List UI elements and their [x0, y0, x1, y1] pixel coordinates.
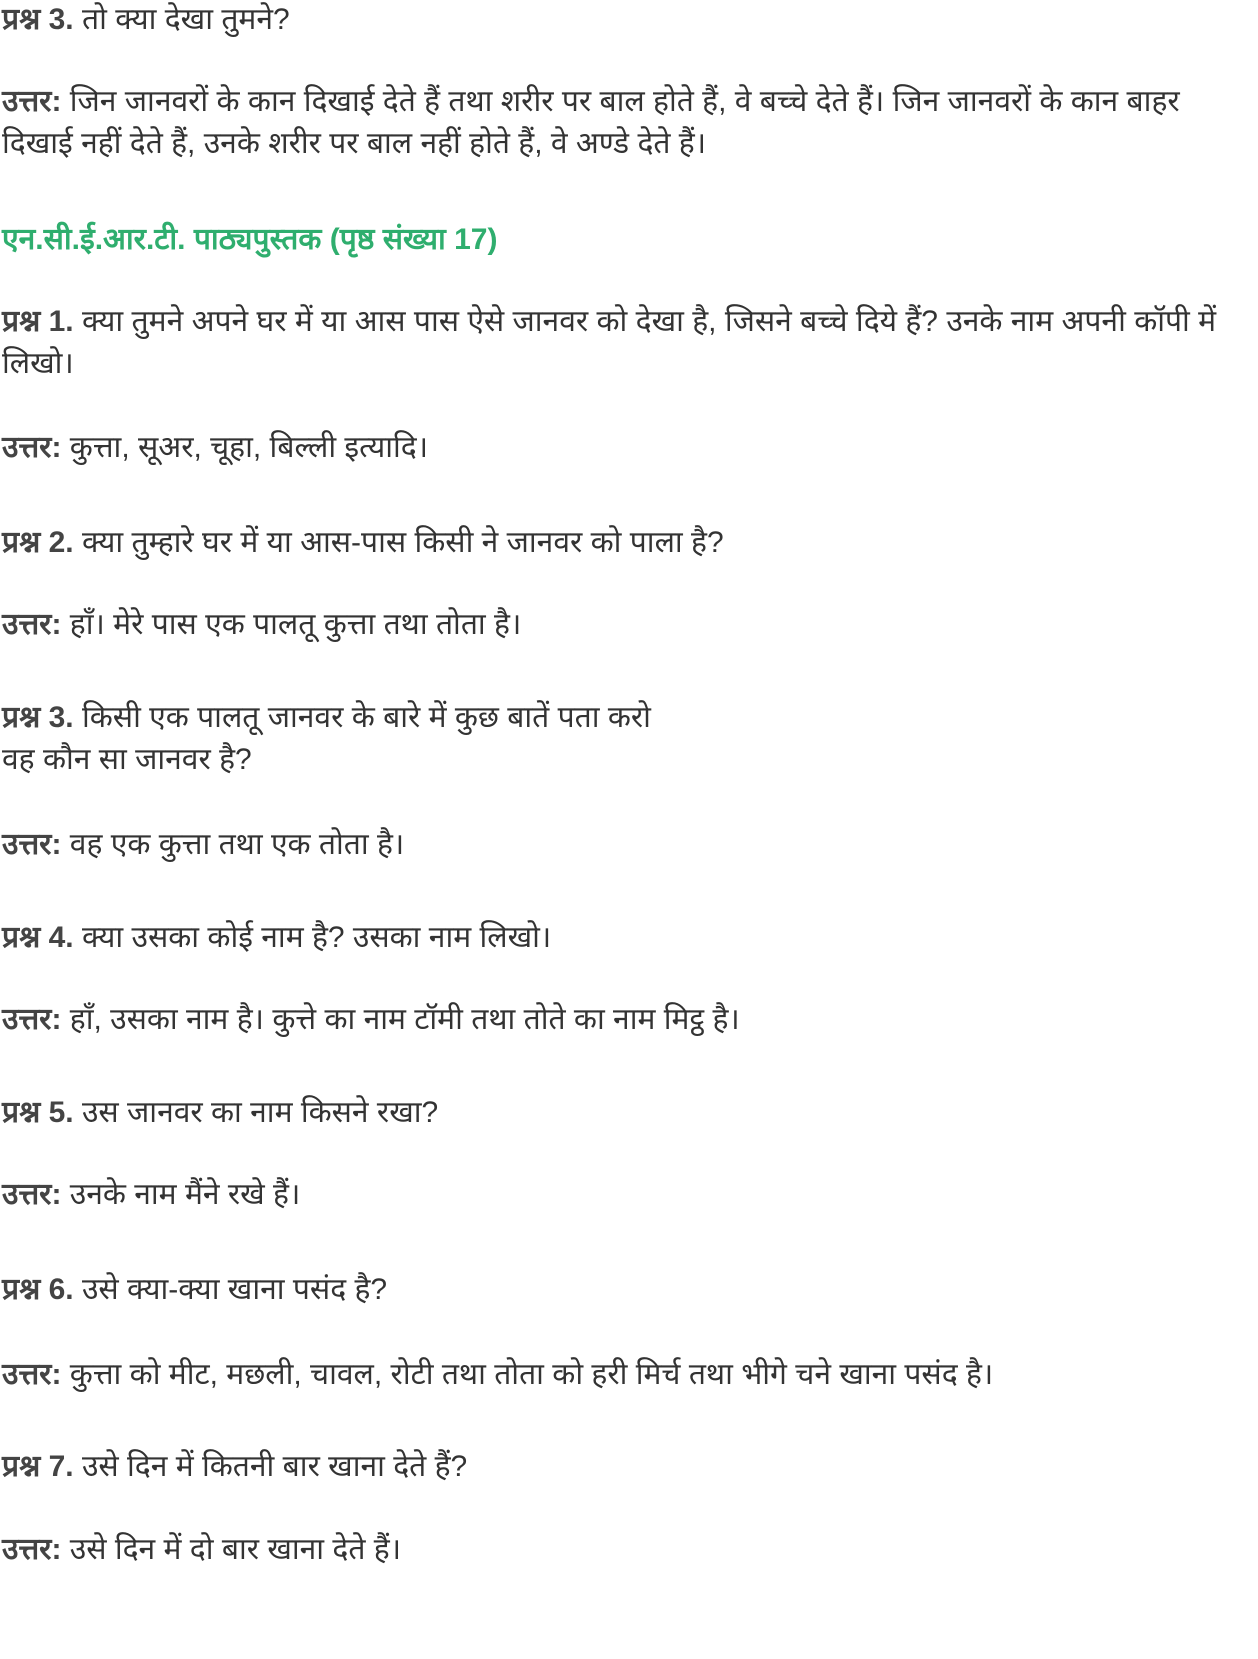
answer-3	[2, 824, 1252, 866]
answer-label: उत्तर:	[2, 1178, 62, 1211]
question-label: प्रश्न 3.	[2, 3, 74, 36]
question-label: प्रश्न 3.	[2, 701, 74, 734]
answer-label: उत्तर:	[2, 608, 62, 641]
question-text: उसे क्या-क्या खाना पसंद है?	[81, 1273, 388, 1306]
question-text: क्या उसका कोई नाम है? उसका नाम लिखो।	[81, 921, 552, 954]
answer-label: उत्तर:	[2, 1003, 62, 1036]
answer-text: हाँ, उसका नाम है। कुत्ते का नाम टॉमी तथा तोते का नाम मिट्ठ है।	[69, 1003, 740, 1036]
question-label: प्रश्न 7.	[2, 1450, 74, 1483]
section-heading: एन.सी.ई.आर.टी. पाठ्यपुस्तक (पृष्ठ संख्या 17)	[2, 223, 498, 256]
answer-3-intro	[2, 81, 1252, 165]
answer-7	[2, 1529, 1252, 1571]
question-label: प्रश्न 1.	[2, 305, 74, 338]
question-label: प्रश्न 6.	[2, 1273, 74, 1306]
answer-text: कुत्ता को मीट, मछली, चावल, रोटी तथा तोता को हरी मिर्च तथा भीगे चने खाना पसंद है।	[69, 1358, 994, 1391]
question-text: क्या तुमने अपने घर में या आस पास ऐसे जानवर को देखा है, जिसने बच्चे दिये हैं? उनके नाम अपनी कॉपी में लिखो।	[2, 305, 1217, 380]
answer-text: वह एक कुत्ता तथा एक तोता है।	[69, 828, 405, 861]
answer-text: हाँ। मेरे पास एक पालतू कुत्ता तथा तोता है।	[69, 608, 522, 641]
question-text: उस जानवर का नाम किसने रखा?	[81, 1096, 439, 1129]
question-text: उसे दिन में कितनी बार खाना देते हैं?	[81, 1450, 468, 1483]
question-label: प्रश्न 2.	[2, 526, 74, 559]
answer-4	[2, 999, 1252, 1041]
question-6	[2, 1269, 1252, 1311]
question-5	[2, 1092, 1252, 1134]
question-text: किसी एक पालतू जानवर के बारे में कुछ बातें पता करो	[81, 701, 651, 734]
question-3-intro	[2, 0, 1252, 41]
answer-label: उत्तर:	[2, 828, 62, 861]
question-text: क्या तुम्हारे घर में या आस-पास किसी ने जानवर को पाला है?	[81, 526, 724, 559]
answer-label: उत्तर:	[2, 85, 62, 118]
question-label: प्रश्न 4.	[2, 921, 74, 954]
answer-text: उसे दिन में दो बार खाना देते हैं।	[69, 1533, 402, 1566]
question-text: तो क्या देखा तुमने?	[81, 3, 290, 36]
answer-2	[2, 604, 1252, 646]
question-2	[2, 522, 1252, 564]
answer-text: कुत्ता, सूअर, चूहा, बिल्ली इत्यादि।	[69, 431, 429, 464]
answer-text: उनके नाम मैंने रखे हैं।	[69, 1178, 301, 1211]
answer-label: उत्तर:	[2, 1358, 62, 1391]
question-label: प्रश्न 5.	[2, 1096, 74, 1129]
question-7	[2, 1446, 1252, 1488]
answer-1	[2, 427, 1252, 469]
answer-6	[2, 1354, 1252, 1396]
question-4	[2, 917, 1252, 959]
question-subtext: वह कौन सा जानवर है?	[2, 743, 252, 776]
answer-label: उत्तर:	[2, 431, 62, 464]
answer-5	[2, 1174, 1252, 1216]
answer-text: जिन जानवरों के कान दिखाई देते हैं तथा शरीर पर बाल होते हैं, वे बच्चे देते हैं। जिन जानवरों के कान बाहर दिखाई नहीं देते हैं, उनके शरीर पर बाल नहीं होते हैं, वे अण्डे देते हैं।	[2, 85, 1180, 160]
answer-label: उत्तर:	[2, 1533, 62, 1566]
question-3	[2, 697, 1252, 781]
question-1	[2, 301, 1252, 385]
